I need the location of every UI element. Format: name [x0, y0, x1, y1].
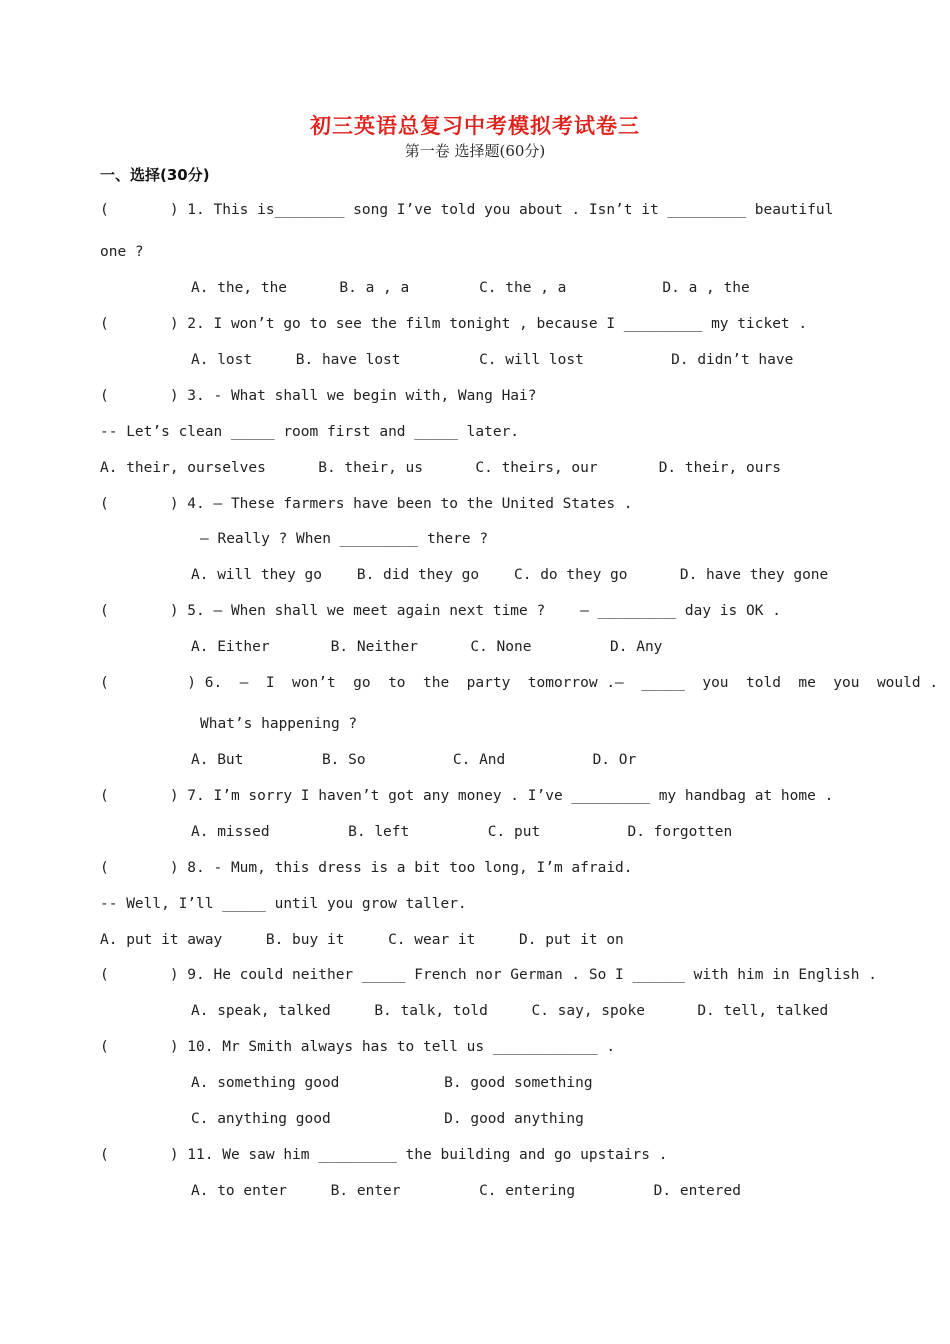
question-4-reply: — Really ? When _________ there ?	[200, 531, 489, 547]
question-7-options: A. missed B. left C. put D. forgotten	[191, 824, 733, 840]
question-8-options: A. put it away B. buy it C. wear it D. put it on	[100, 932, 624, 948]
question-4-options: A. will they go B. did they go C. do they go D. have they gone	[191, 567, 829, 583]
question-1-stem-continued: one ?	[100, 244, 144, 260]
question-6-options: A. But B. So C. And D. Or	[191, 752, 637, 768]
question-3-reply: -- Let’s clean _____ room first and _____ later.	[100, 424, 520, 440]
question-2-stem: ( ) 2. I won’t go to see the film tonight , because I _________ my ticket .	[100, 316, 808, 332]
question-5-stem: ( ) 5. — When shall we meet again next time ? — _________ day is OK .	[100, 603, 781, 619]
question-6-stem: ( ) 6. — I won’t go to the party tomorrow .— _____ you told me you would .	[100, 675, 939, 691]
question-1-options: A. the, the B. a , a C. the , a D. a , the	[191, 280, 750, 296]
page-title: 初三英语总复习中考模拟考试卷三	[310, 114, 640, 138]
question-2-options: A. lost B. have lost C. will lost D. didn’t have	[191, 352, 794, 368]
page-subtitle: 第一卷 选择题(60分)	[404, 142, 546, 160]
question-3-stem: ( ) 3. - What shall we begin with, Wang Hai?	[100, 388, 537, 404]
question-11-stem: ( ) 11. We saw him _________ the building and go upstairs .	[100, 1147, 668, 1163]
question-4-stem: ( ) 4. — These farmers have been to the United States .	[100, 496, 633, 512]
question-11-options: A. to enter B. enter C. entering D. entered	[191, 1183, 741, 1199]
question-8-stem: ( ) 8. - Mum, this dress is a bit too long, I’m afraid.	[100, 860, 633, 876]
section-heading: 一、选择(30分)	[100, 166, 210, 184]
question-1-stem: ( ) 1. This is________ song I’ve told you about . Isn’t it _________ beautiful	[100, 202, 834, 218]
question-3-options: A. their, ourselves B. their, us C. theirs, our D. their, ours	[100, 460, 781, 476]
question-9-options: A. speak, talked B. talk, told C. say, spoke D. tell, talked	[191, 1003, 829, 1019]
question-6-stem-continued: What’s happening ?	[200, 716, 358, 732]
question-9-stem: ( ) 9. He could neither _____ French nor German . So I ______ with him in English .	[100, 967, 877, 983]
question-8-reply: -- Well, I’ll _____ until you grow taller.	[100, 896, 467, 912]
question-5-options: A. Either B. Neither C. None D. Any	[191, 639, 663, 655]
question-10-options-row-2: C. anything good D. good anything	[191, 1111, 584, 1127]
question-10-options-row-1: A. something good B. good something	[191, 1075, 593, 1091]
question-10-stem: ( ) 10. Mr Smith always has to tell us ____________ .	[100, 1039, 616, 1055]
question-7-stem: ( ) 7. I’m sorry I haven’t got any money . I’ve _________ my handbag at home .	[100, 788, 834, 804]
